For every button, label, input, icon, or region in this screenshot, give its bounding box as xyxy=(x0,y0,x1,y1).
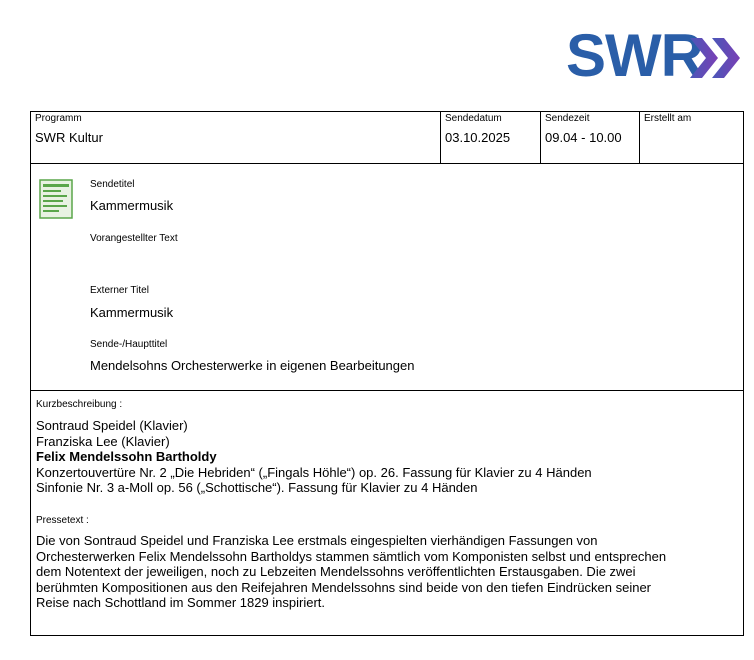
kurz-line: Konzertouvertüre Nr. 2 „Die Hebriden“ („Fingals Höhle“) op. 26. Fassung für Klavier zu 4 Händen xyxy=(36,464,592,480)
composer-name: Felix Mendelssohn Bartholdy xyxy=(36,449,217,464)
document-icon xyxy=(39,179,73,219)
programm-label: Programm xyxy=(35,113,82,124)
sendetitel-value: Kammermusik xyxy=(90,198,174,213)
header-row xyxy=(31,112,743,164)
chevron-arrows-icon xyxy=(688,34,744,82)
sendetitel-label: Sendetitel xyxy=(90,179,135,190)
pressetext-text xyxy=(36,533,666,611)
description-section xyxy=(31,390,743,635)
programm-value: SWR Kultur xyxy=(35,130,103,145)
sendedatum-cell xyxy=(440,112,540,163)
sendedatum-value: 03.10.2025 xyxy=(445,130,511,145)
presse-line: berühmten Kompositionen aus den Reifejahren Mendelssohns sind beide von den tiefen Eindrücken seiner xyxy=(36,579,652,595)
sendezeit-value: 09.04 - 10.00 xyxy=(545,130,622,145)
kurz-line: Sontraud Speidel (Klavier) xyxy=(36,418,188,433)
presse-line: Die von Sontraud Speidel und Franziska Lee erstmals eingespielten vierhändigen Fassungen von xyxy=(36,533,598,548)
programm-cell xyxy=(31,112,440,163)
haupttitel-label: Sende-/Haupttitel xyxy=(90,339,168,350)
pressetext-label: Pressetext : xyxy=(36,515,89,526)
externer-titel-label: Externer Titel xyxy=(90,285,149,296)
presse-line: Reise nach Schottland im Sommer 1829 inspiriert. xyxy=(36,595,326,610)
kurz-line: Franziska Lee (Klavier) xyxy=(36,433,170,449)
kurzbeschreibung-text xyxy=(36,418,592,496)
titles-section xyxy=(31,163,743,391)
sendezeit-cell xyxy=(540,112,639,163)
sendedatum-label: Sendedatum xyxy=(445,113,502,124)
erstellt-cell xyxy=(639,112,743,163)
broadcast-form xyxy=(30,111,744,636)
vorangestellter-label: Vorangestellter Text xyxy=(90,233,178,244)
presse-line: dem Notentext der jeweiligen, noch zu Lebzeiten Mendelssohns veröffentlichten Erstausgaben. Die zwei xyxy=(36,564,636,579)
sendezeit-label: Sendezeit xyxy=(545,113,590,124)
erstellt-label: Erstellt am xyxy=(644,113,692,124)
swr-logo xyxy=(566,22,744,89)
kurz-line: Sinfonie Nr. 3 a-Moll op. 56 („Schottische“). Fassung für Klavier zu 4 Händen xyxy=(36,480,478,495)
swr-logo-text: SWR xyxy=(566,22,703,89)
kurzbeschreibung-label: Kurzbeschreibung : xyxy=(36,399,123,410)
externer-titel-value: Kammermusik xyxy=(90,305,174,320)
haupttitel-value: Mendelsohns Orchesterwerke in eigenen Bearbeitungen xyxy=(90,358,415,373)
presse-line: Orchesterwerken Felix Mendelssohn Bartholdys stammen sämtlich vom Komponisten selbst und entsprechen xyxy=(36,548,667,564)
